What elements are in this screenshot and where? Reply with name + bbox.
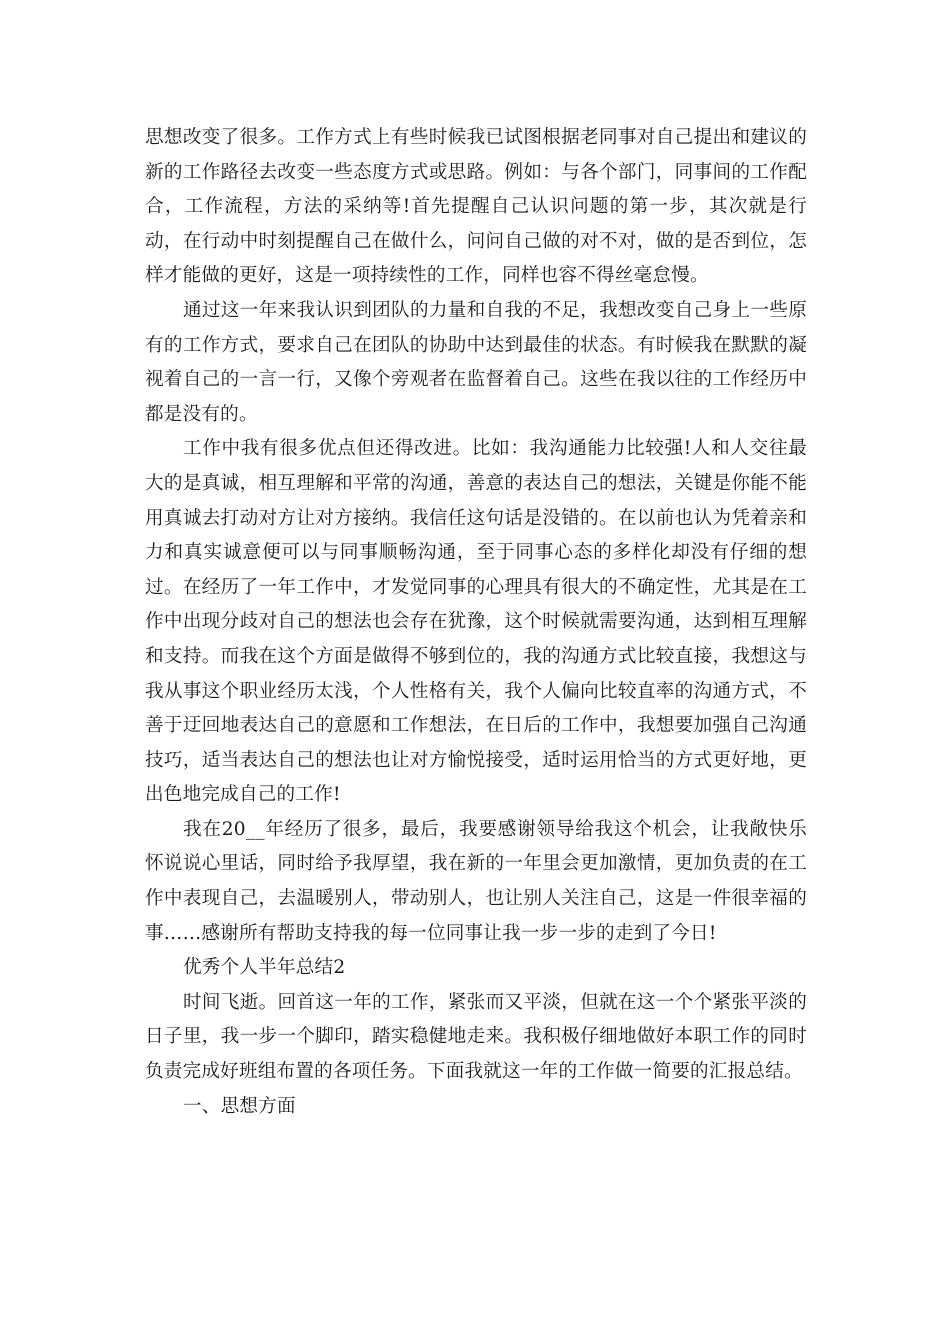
subheading-thought: 一、思想方面 — [183, 1095, 296, 1117]
document-body — [145, 121, 807, 1124]
paragraph-3: 工作中我有很多优点但还得改进。比如：我沟通能力比较强!人和人交往最大的是真诚，相互理解和平常的沟通，善意的表达自己的想法，关键是你能不能用真诚去打动对方让对方接纳。我信任这句话是没错的。在以前也认为凭着亲和力和真实诚意便可以与同事顺畅沟通，至于同事心态的多样化却没有仔细的想过。在经历了一年工作中，才发觉同事的心理具有很大的不确定性，尤其是在工作中出现分歧对自己的想法也会存在犹豫，这个时候就需要沟通，达到相互理解和支持。而我在这个方面是做得不够到位的，我的沟通方式比较直接，我想这与我从事这个职业经历太浅，个人性格有关，我个人偏向比较直率的沟通方式，不善于迂回地表达自己的意愿和工作想法，在日后的工作中，我想要加强自己沟通技巧，适当表达自己的想法也让对方愉悦接受，适时运用恰当的方式更好地，更出色地完成自己的工作! — [145, 438, 807, 806]
paragraph-1: 思想改变了很多。工作方式上有些时候我已试图根据老同事对自己提出和建议的新的工作路径去改变一些态度方式或思路。例如：与各个部门，同事间的工作配合，工作流程，方法的采纳等!首先提醒自己认识问题的第一步，其次就是行动，在行动中时刻提醒自己在做什么，问问自己做的对不对，做的是否到位，怎样才能做的更好，这是一项持续性的工作，同样也容不得丝毫怠慢。 — [145, 127, 807, 287]
section-title: 优秀个人半年总结2 — [183, 957, 346, 979]
paragraph-4: 我在20__年经历了很多，最后，我要感谢领导给我这个机会，让我敞快乐怀说说心里话，同时给予我厚望，我在新的一年里会更加激情，更加负责的在工作中表现自己，去温暖别人，带动别人，也让别人关注自己，这是一件很幸福的事……感谢所有帮助支持我的每一位同事让我一步一步的走到了今日! — [145, 818, 807, 944]
paragraph-5: 时间飞逝。回首这一年的工作，紧张而又平淡，但就在这一个个紧张平淡的日子里，我一步一个脚印，踏实稳健地走来。我积极仔细地做好本职工作的同时负责完成好班组布置的各项任务。下面我就这一年的工作做一简要的汇报总结。 — [145, 991, 807, 1083]
paragraph-2: 通过这一年来我认识到团队的力量和自我的不足，我想改变自己身上一些原有的工作方式，要求自己在团队的协助中达到最佳的状态。有时候我在默默的凝视着自己的一言一行，又像个旁观者在监督着自己。这些在我以往的工作经历中都是没有的。 — [145, 299, 807, 425]
